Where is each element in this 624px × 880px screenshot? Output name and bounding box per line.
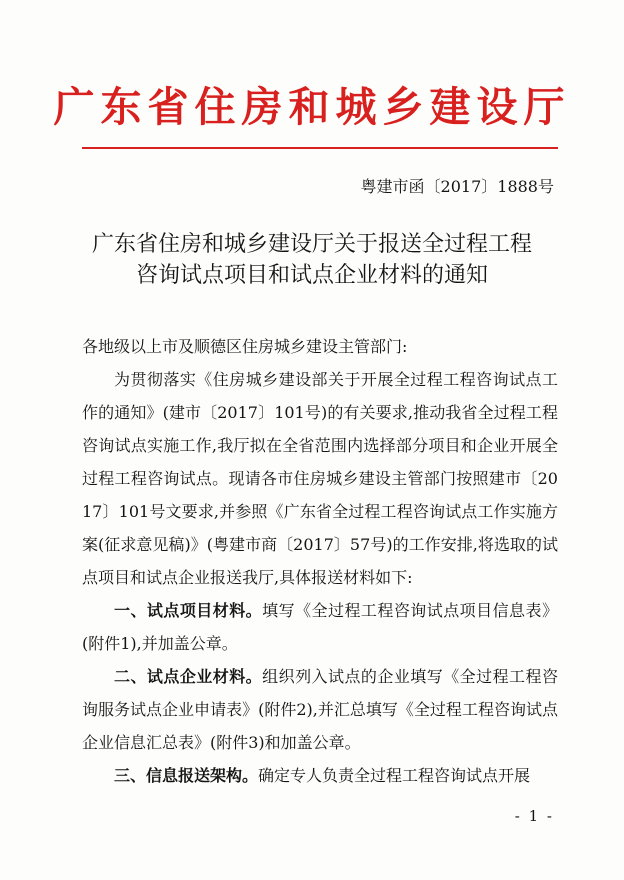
item-paragraph [82,660,558,759]
item-text: 组织列入试点的企业填写《全过程工程咨询服务试点企业申请表》(附件2),并汇总填写《全过程工程咨询试点企业信息汇总表》(附件3)和加盖公章。 [82,667,558,752]
item-label: 二、试点企业材料。 [114,667,263,686]
letterhead-divider [82,147,558,149]
title-line-1: 广东省住房和城乡建设厅关于报送全过程工程 [91,232,532,257]
intro-paragraph: 为贯彻落实《住房城乡建设部关于开展全过程工程咨询试点工作的通知》(建市〔2017〕101号)的有关要求,推动我省全过程工程咨询试点实施工作,我厅拟在全省范围内选择部分项目和企业开展全过程工程咨询试点。现请各市住房城乡建设主管部门按照建市〔2017〕101号文要求,并参照《广东省全过程工程咨询试点工作实施方案(征求意见稿)》(粤建市商〔2017〕57号)的工作安排,将选取的试点项目和试点企业报送我厅,具体报送材料如下: [82,370,558,587]
document-number: 粤建市函〔2017〕1888号 [360,177,554,196]
item-text: 填写《全过程工程咨询试点项目信息表》(附件1),并加盖公章。 [82,601,558,653]
issuer-letterhead: 广东省住房和城乡建设厅 [53,83,571,131]
document-title [40,229,584,291]
item-label: 三、信息报送架构。 [114,766,259,785]
salutation: 各地级以上市及顺德区住房城乡建设主管部门: [82,337,408,356]
title-line-2: 咨询试点项目和试点企业材料的通知 [135,263,488,288]
item-text: 确定专人负责全过程工程咨询试点开展 [258,766,531,785]
page-number: - 1 - [514,807,554,825]
item-paragraph [82,759,558,792]
item-label: 一、试点项目材料。 [114,601,263,620]
document-body [82,330,558,792]
item-paragraph [82,594,558,660]
